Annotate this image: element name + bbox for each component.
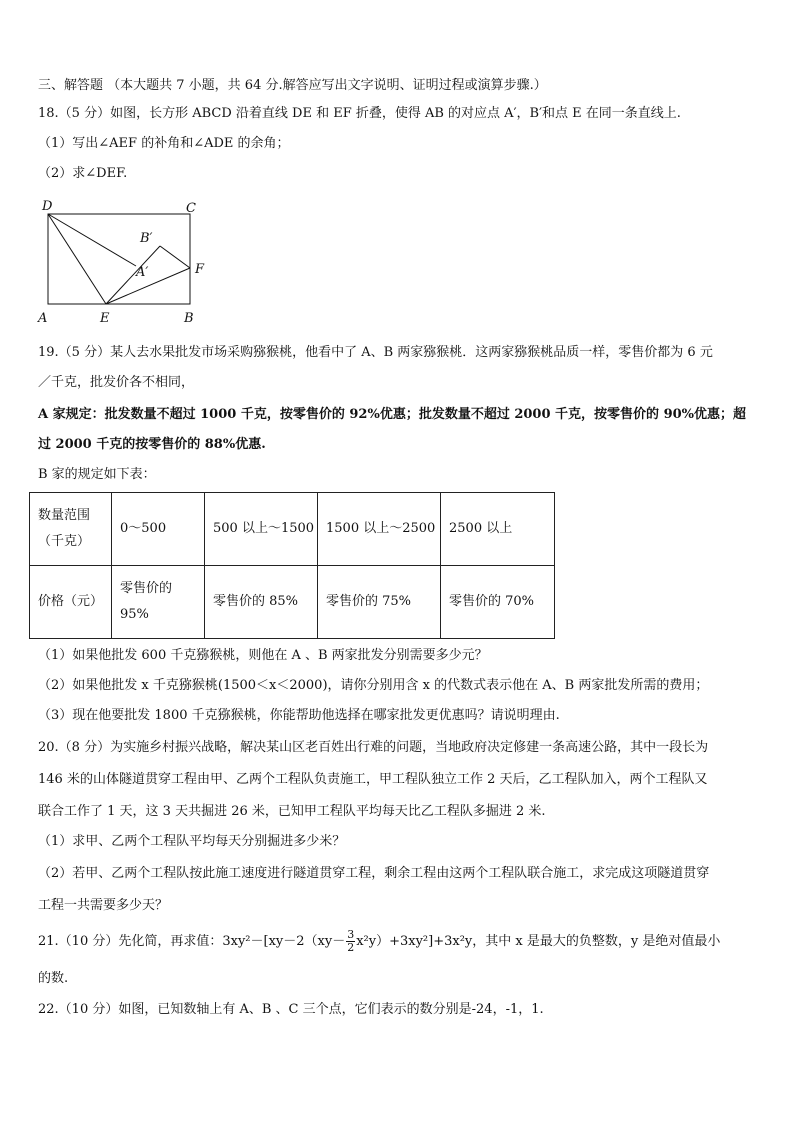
q20-stem-2: 146 米的山体隧道贯穿工程由甲、乙两个工程队负责施工，甲工程队独立工作 2 天后，乙工程队加入，两个工程队又	[38, 772, 708, 787]
segment-da	[48, 214, 136, 266]
fold-line-de	[48, 214, 106, 304]
q19-b-intro: B 家的规定如下表：	[38, 467, 156, 482]
q22-stem: 22.（10 分）如图，已知数轴上有 A、B 、C 三个点，它们表示的数分别是-24，-1，1.	[38, 1002, 544, 1017]
q20-part2-2: 工程一共需要多少天？	[38, 898, 169, 913]
label-A: A	[38, 311, 48, 326]
q19-stem-1: 19.（5 分）某人去水果批发市场采购猕猴桃，他看中了 A、B 两家猕猴桃．这两家猕猴桃品质一样，零售价都为 6 元	[38, 345, 713, 360]
price-cell: 零售价的 85%	[205, 566, 318, 639]
label-Bprime: B′	[140, 231, 153, 246]
range-cell: 1500 以上～2500	[318, 493, 441, 566]
range-cell: 0～500	[112, 493, 205, 566]
q18-part2: （2）求∠DEF.	[38, 166, 128, 181]
label-Aprime: A′	[136, 265, 149, 280]
q18-stem: 18.（5 分）如图，长方形 ABCD 沿着直线 DE 和 EF 折叠，使得 AB 的对应点 A′，B′和点 E 在同一条直线上.	[38, 106, 681, 121]
label-D: D	[42, 199, 53, 214]
rectangle-fold-figure	[36, 196, 226, 328]
q21-stem-2: 的数.	[38, 971, 69, 986]
q20-stem-3: 联合工作了 1 天，这 3 天共掘进 26 米，已知甲工程队平均每天比乙工程队多掘进 2 米.	[38, 804, 546, 819]
range-cell: 2500 以上	[441, 493, 555, 566]
segment-eb	[106, 246, 160, 304]
q18-part1: （1）写出∠AEF 的补角和∠ADE 的余角；	[38, 136, 290, 151]
q20-part2-1: （2）若甲、乙两个工程队按此施工速度进行隧道贯穿工程，剩余工程由这两个工程队联合施工，求完成这项隧道贯穿	[38, 866, 710, 881]
price-label-cell: 价格（元）	[30, 566, 112, 639]
q21-stem: 21.（10 分）先化简，再求值：3xy²－[xy－2（xy－ $\frac{3}{2}$ x²y）+3xy²]+3x²y，其中 x 是最大的负整数，y 是绝对值最小	[38, 928, 721, 954]
q19-a-rule-2: 过 2000 千克的按零售价的 88%优惠.	[38, 437, 266, 452]
q20-stem-1: 20.（8 分）为实施乡村振兴战略，解决某山区老百姓出行难的问题，当地政府决定修建一条高速公路，其中一段长为	[38, 740, 709, 755]
label-C: C	[186, 201, 196, 216]
label-B: B	[184, 311, 194, 326]
fraction-three-halves: $\frac{3}{2}$	[347, 928, 355, 954]
q19-part3: （3）现在他要批发 1800 千克猕猴桃，你能帮助他选择在哪家批发更优惠吗？请说明理由.	[38, 708, 560, 723]
q19-stem-2: ／千克，批发价各不相同，	[38, 375, 195, 390]
price-cell: 零售价的 75%	[318, 566, 441, 639]
price-cell: 零售价的 95%	[112, 566, 205, 639]
range-cell: 500 以上～1500	[205, 493, 318, 566]
label-E: E	[100, 311, 110, 326]
header-cell: 数量范围 （千克）	[30, 493, 112, 566]
q19-part1: （1）如果他批发 600 千克猕猴桃，则他在 A 、B 两家批发分别需要多少元？	[38, 648, 488, 663]
q19-a-rule-1: A 家规定：批发数量不超过 1000 千克，按零售价的 92%优惠；批发数量不超过 2000 千克，按零售价的 90%优惠；超	[38, 407, 747, 422]
label-F: F	[195, 262, 205, 277]
b-pricing-table	[29, 492, 555, 639]
q20-part1: （1）求甲、乙两个工程队平均每天分别掘进多少米？	[38, 834, 346, 849]
segment-bf	[160, 246, 190, 268]
table-row	[30, 566, 555, 639]
section-heading: 三、解答题 （本大题共 7 小题，共 64 分.解答应写出文字说明、证明过程或演算步骤.）	[38, 78, 547, 93]
q19-part2: （2）如果他批发 x 千克猕猴桃(1500＜x＜2000)，请你分别用含 x 的代数式表示他在 A、B 两家批发所需的费用；	[38, 678, 709, 693]
table-row	[30, 493, 555, 566]
price-cell: 零售价的 70%	[441, 566, 555, 639]
